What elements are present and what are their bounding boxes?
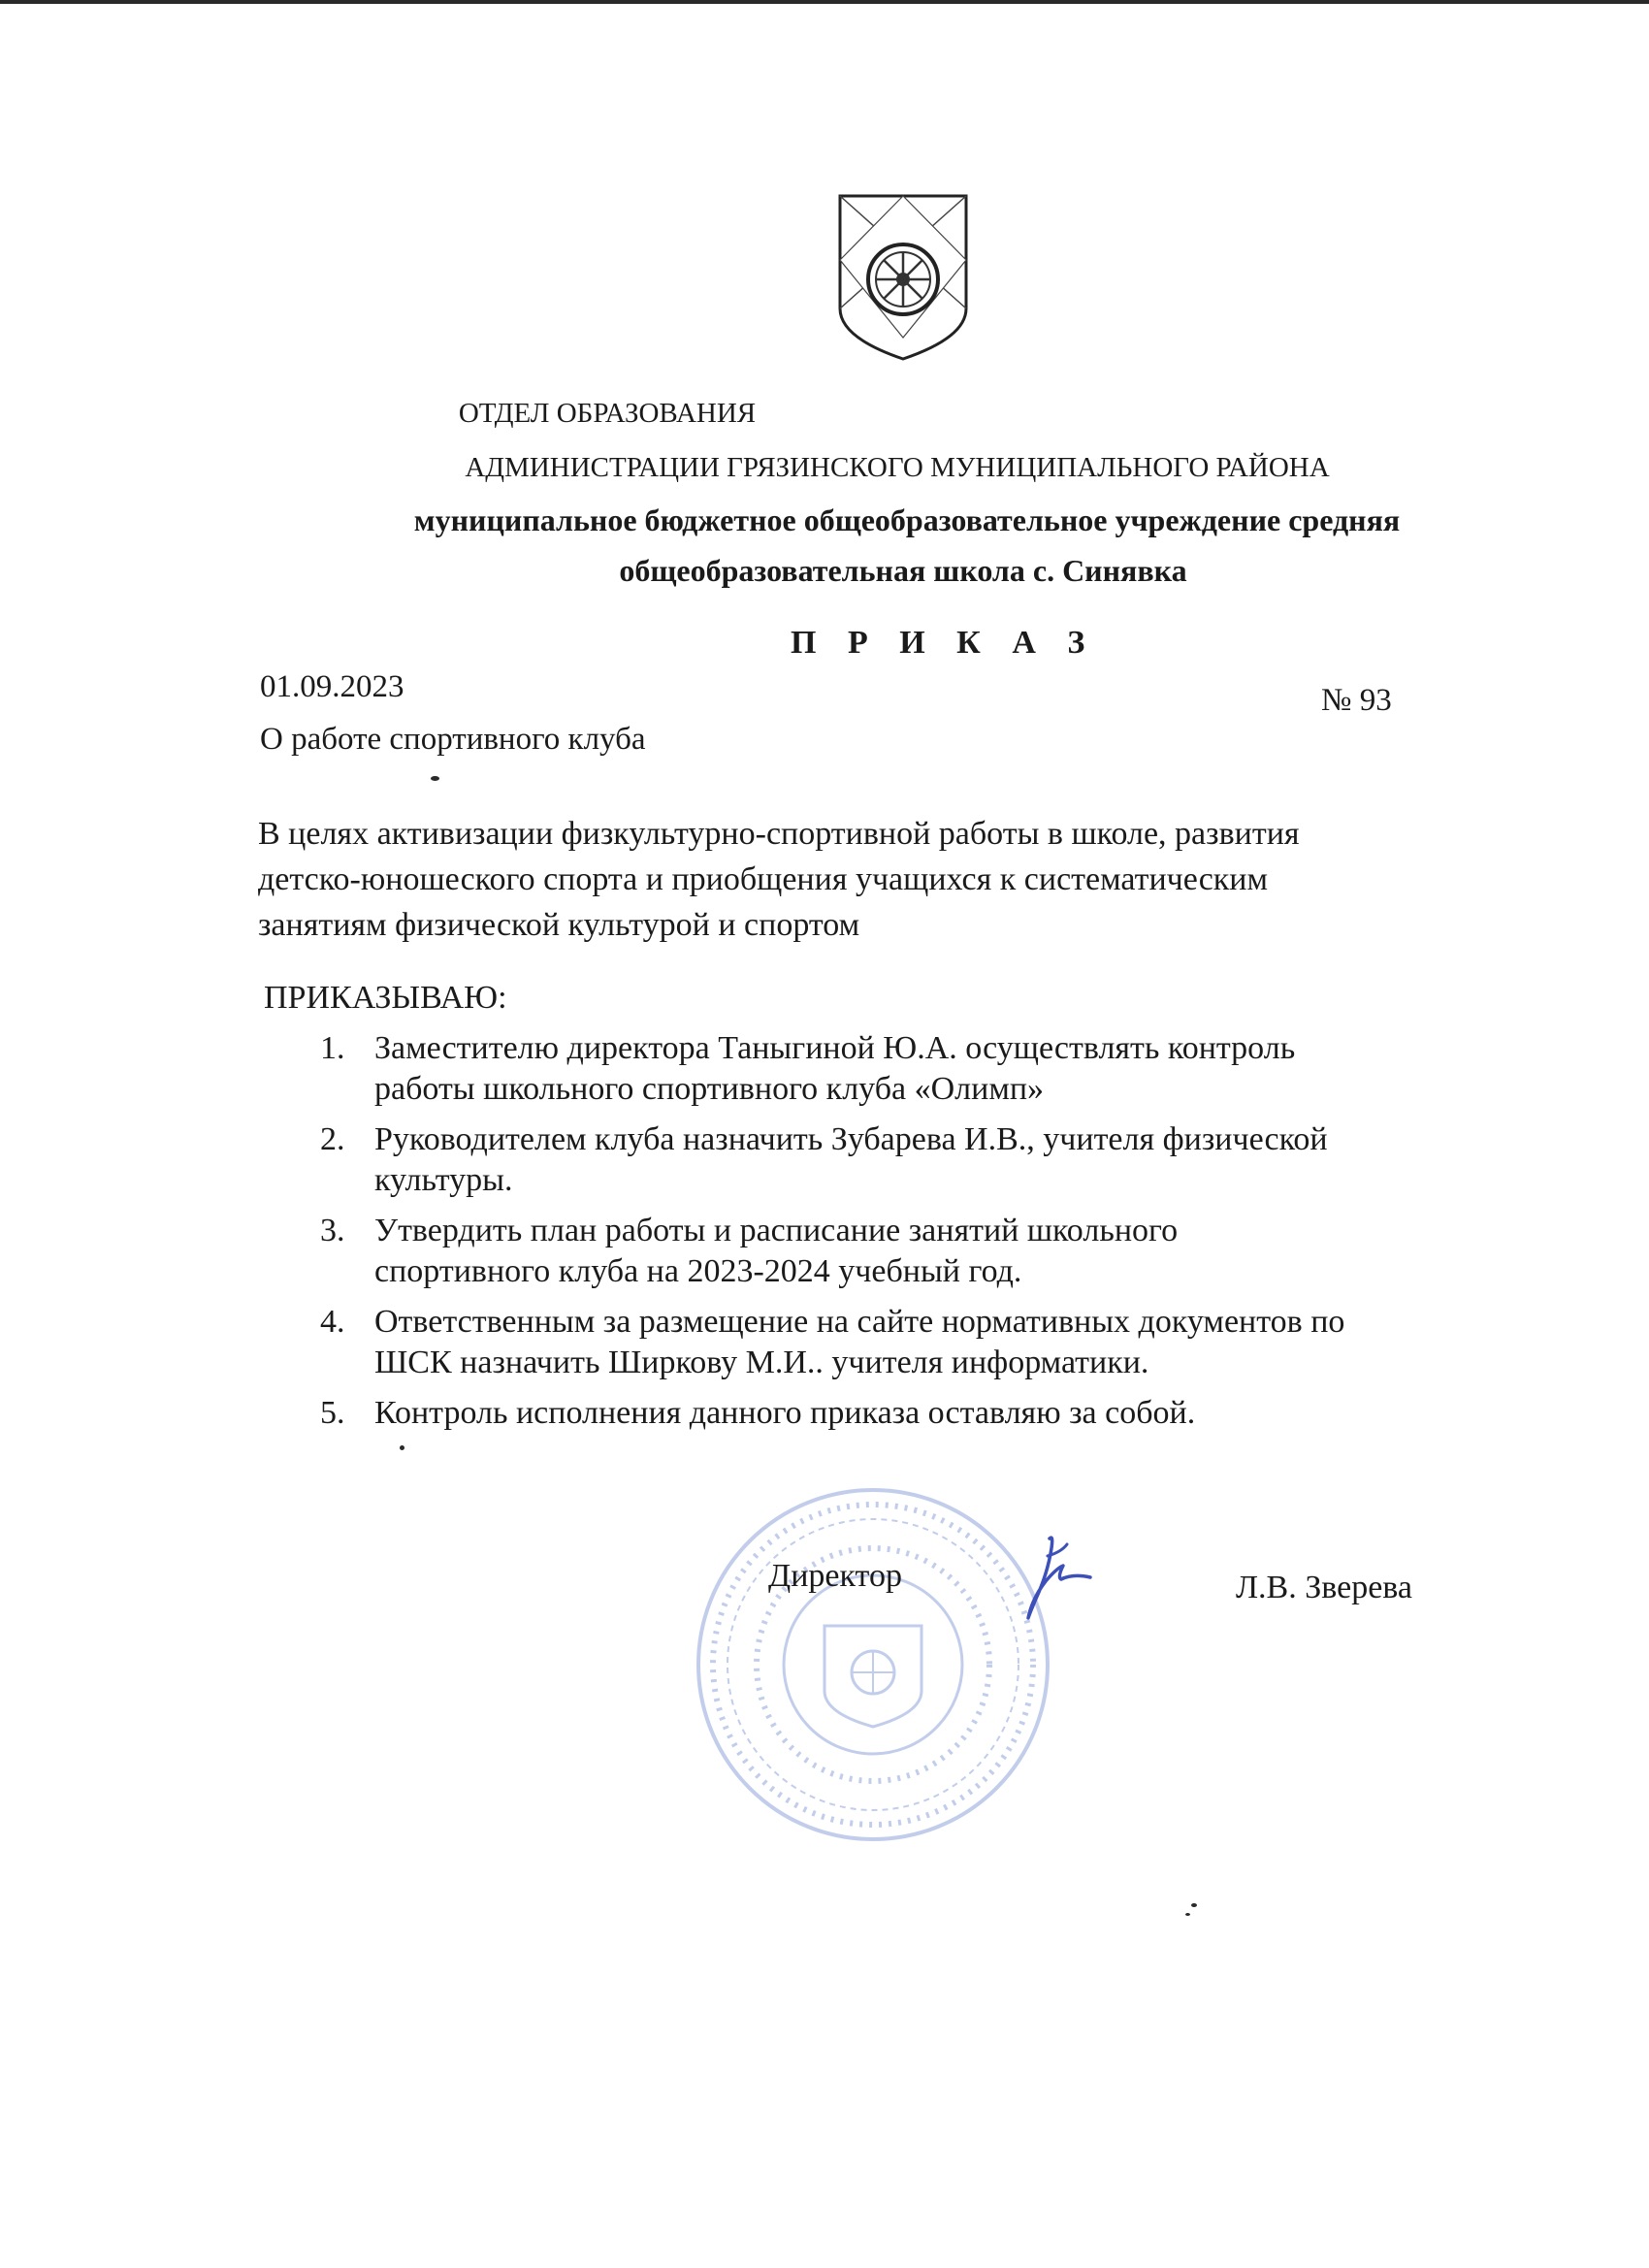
round-official-stamp-icon — [691, 1482, 1055, 1847]
scan-speck — [431, 776, 439, 781]
item-line: Заместителю директора Таныгиной Ю.А. осуществлять контроль — [374, 1030, 1296, 1066]
document-subject: О работе спортивного клуба — [260, 722, 646, 757]
preamble-line: занятиям физической культурой и спортом — [258, 907, 860, 943]
preamble — [258, 811, 1519, 948]
item-line: Руководителем клуба назначить Зубарева И.В., учителя физической — [374, 1121, 1328, 1157]
department-title: ОТДЕЛ ОБРАЗОВАНИЯ — [458, 398, 757, 429]
preamble-line: В целях активизации физкультурно-спортивной работы в школе, развития — [258, 816, 1300, 852]
scan-top-edge — [0, 0, 1649, 4]
item-line: ШСК назначить Ширкову М.И.. учителя информатики. — [374, 1345, 1149, 1380]
item-line: спортивного клуба на 2023-2024 учебный год. — [374, 1253, 1022, 1289]
list-item — [320, 1028, 1562, 1110]
signatory-position: Директор — [768, 1558, 902, 1594]
scan-speck — [1185, 1913, 1190, 1916]
list-item — [320, 1119, 1562, 1201]
list-item — [320, 1393, 1562, 1434]
item-line: Утвердить план работы и расписание занятий школьного — [374, 1213, 1179, 1248]
item-number: 2. — [320, 1121, 345, 1157]
scan-speck — [1191, 1903, 1197, 1907]
item-number: 3. — [320, 1213, 345, 1248]
item-line: работы школьного спортивного клуба «Олимп» — [374, 1071, 1045, 1107]
school-name-line-1: муниципальное бюджетное общеобразовательное учреждение средняя — [413, 502, 1401, 537]
item-line: Контроль исполнения данного приказа оставляю за собой. — [374, 1395, 1196, 1431]
coat-of-arms-wheel-icon — [836, 192, 970, 365]
school-name-line-2: общеобразовательная школа с. Синявка — [619, 553, 1187, 588]
document-type-title: П Р И К А З — [791, 625, 1097, 661]
handwritten-signature-icon — [1018, 1531, 1098, 1624]
item-line: Ответственным за размещение на сайте нормативных документов по — [374, 1304, 1345, 1340]
list-item — [320, 1211, 1562, 1292]
scan-speck — [400, 1445, 404, 1450]
administration-title: АДМИНИСТРАЦИИ ГРЯЗИНСКОГО МУНИЦИПАЛЬНОГО РАЙОНА — [465, 452, 1330, 483]
order-items-list — [320, 1028, 1562, 1443]
item-line: культуры. — [374, 1162, 513, 1198]
signatory-name: Л.В. Зверева — [1236, 1570, 1413, 1605]
document-date: 01.09.2023 — [260, 669, 404, 704]
preamble-line: детско-юношеского спорта и приобщения учащихся к систематическим — [258, 861, 1269, 897]
list-item — [320, 1302, 1562, 1383]
document-number: № 93 — [1321, 683, 1392, 718]
item-number: 1. — [320, 1030, 345, 1066]
item-number: 5. — [320, 1395, 345, 1431]
item-number: 4. — [320, 1304, 345, 1340]
order-word: ПРИКАЗЫВАЮ: — [264, 980, 507, 1016]
